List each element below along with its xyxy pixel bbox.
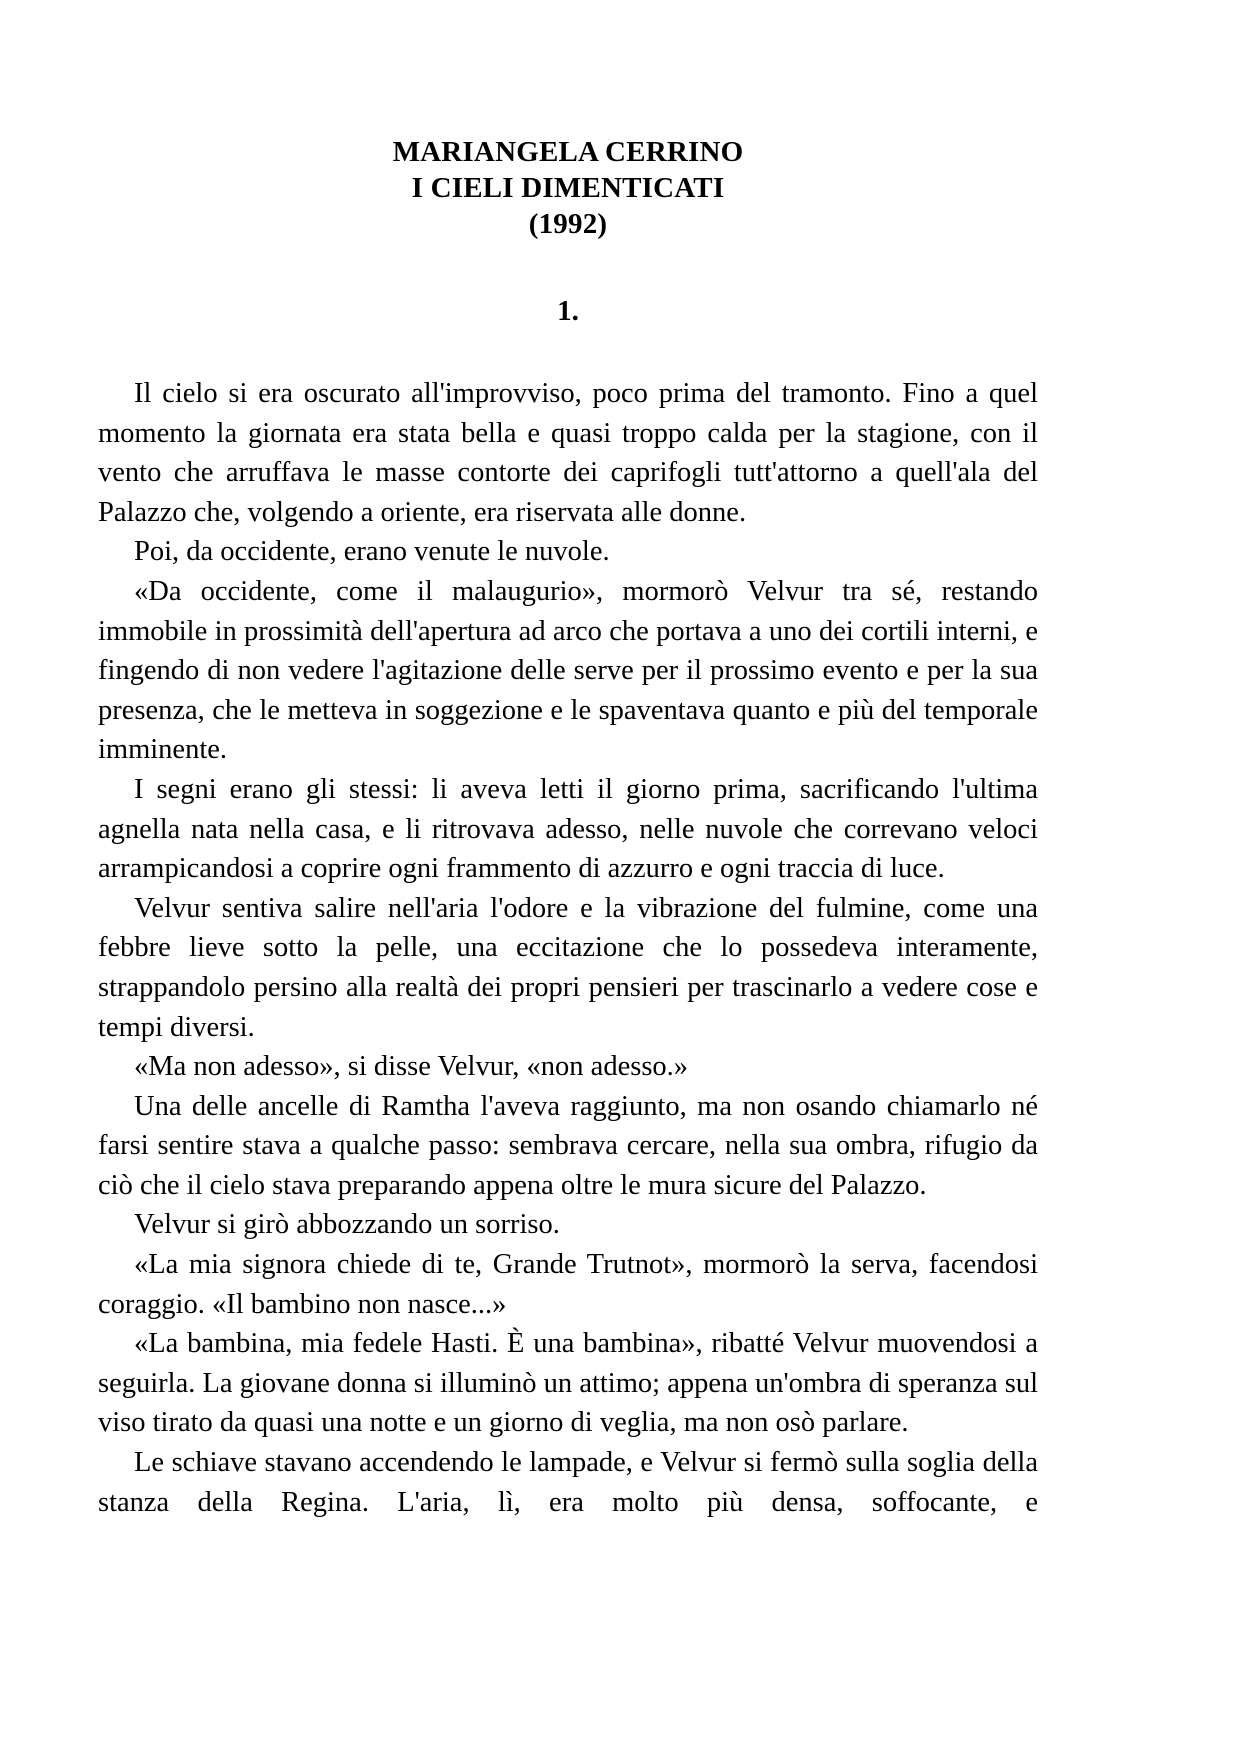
year-line: (1992) <box>528 208 608 240</box>
body-text <box>98 374 1038 1562</box>
paragraph: Le schiave stavano accendendo le lampade, e Velvur si fermò sulla soglia della stanza della Regina. L'aria, lì, era molto più densa, soffocante, e <box>98 1447 1038 1518</box>
chapter-heading: 1. <box>557 295 579 327</box>
paragraph: Il cielo si era oscurato all'improvviso, poco prima del tramonto. Fino a quel momento la giornata era stata bella e quasi troppo calda per la stagione, con il vento che arruffava le masse contorte dei caprifogli tutt'attorno a quell'ala del Palazzo che, volgendo a oriente, era riservata alle donne. <box>98 378 1038 528</box>
paragraph: «La mia signora chiede di te, Grande Trutnot», mormorò la serva, facendosi coraggio. «Il bambino non nasce...» <box>98 1249 1038 1320</box>
page-content <box>98 0 1038 1562</box>
paragraph: I segni erano gli stessi: li aveva letti il giorno prima, sacrificando l'ultima agnella nata nella casa, e li ritrovava adesso, nelle nuvole che correvano veloci arrampicandosi a coprire ogni frammento di azzurro e ogni traccia di luce. <box>98 773 1038 885</box>
paragraph: Velvur sentiva salire nell'aria l'odore e la vibrazione del fulmine, come una febbre lieve sotto la pelle, una eccitazione che lo possedeva interamente, strappandolo persino alla realtà dei propri pensieri per trascinarlo a vedere cose e tempi diversi. <box>98 892 1038 1043</box>
paragraph: «La bambina, mia fedele Hasti. È una bambina», ribatté Velvur muovendosi a seguirla. La giovane donna si illuminò un attimo; appena un'ombra di speranza sul viso tirato da quasi una notte e un giorno di veglia, ma non osò parlare. <box>98 1328 1038 1439</box>
paragraph: Poi, da occidente, erano venute le nuvole. <box>134 536 610 568</box>
paragraph: «Ma non adesso», si disse Velvur, «non adesso.» <box>134 1051 689 1083</box>
work-title-line: I CIELI DIMENTICATI <box>411 172 725 204</box>
paragraph: «Da occidente, come il malaugurio», mormorò Velvur tra sé, restando immobile in prossimità dell'apertura ad arco che portava a uno dei cortili interni, e fingendo di non vedere l'agitazione delle serve per il prossimo evento e per la sua presenza, che le metteva in soggezione e le spaventava quanto e più del temporale imminente. <box>98 575 1038 766</box>
paragraph: Una delle ancelle di Ramtha l'aveva raggiunto, ma non osando chiamarlo né farsi sentire stava a qualche passo: sembrava cercare, nella sua ombra, rifugio da ciò che il cielo stava preparando appena oltre le mura sicure del Palazzo. <box>98 1090 1038 1201</box>
title-block <box>98 134 1038 242</box>
paragraph: Velvur si girò abbozzando un sorriso. <box>134 1209 560 1241</box>
author-line: MARIANGELA CERRINO <box>392 136 744 168</box>
